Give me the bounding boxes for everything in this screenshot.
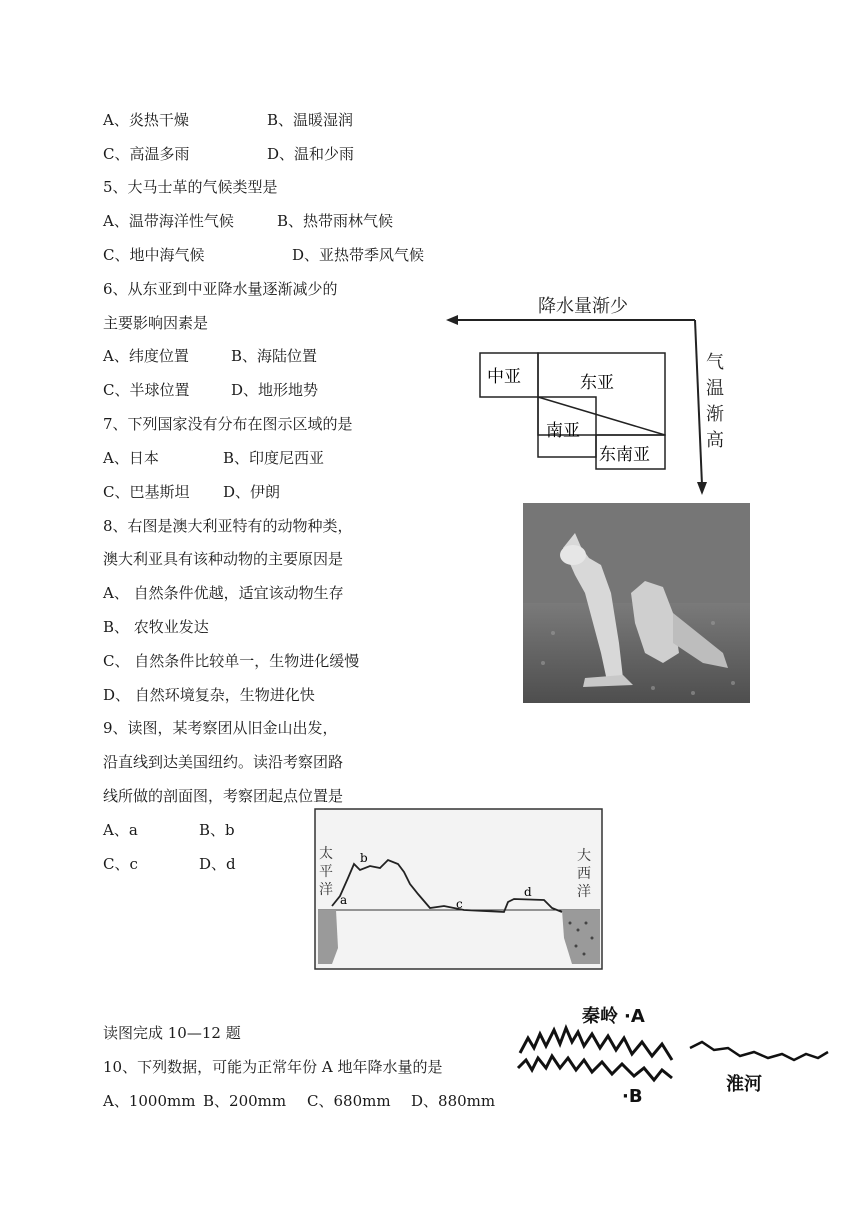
q6-stem-1: 6、从东亚到中亚降水量逐渐减少的 bbox=[103, 280, 338, 298]
q10-options-row bbox=[103, 1091, 495, 1111]
q7-option-c: C、巴基斯坦 bbox=[103, 483, 190, 501]
q10-stem: 10、下列数据，可能为正常年份 A 地年降水量的是 bbox=[103, 1058, 443, 1076]
q5-stem: 5、大马士革的气候类型是 bbox=[103, 178, 278, 196]
q9-option-c: C、c bbox=[103, 855, 138, 873]
profile-frame bbox=[315, 809, 602, 969]
q5-options-row1 bbox=[103, 211, 393, 231]
temp-arrow-head bbox=[697, 482, 707, 495]
q5-option-c: C、地中海气候 bbox=[103, 246, 205, 264]
q9-option-b: B、b bbox=[199, 821, 235, 839]
precip-arrow-head bbox=[446, 315, 458, 325]
region-central-asia: 中亚 bbox=[487, 367, 521, 387]
kangaroo-illustration bbox=[523, 503, 750, 703]
q5-options-row2 bbox=[103, 245, 424, 265]
q8-option-b: B、 农牧业发达 bbox=[103, 618, 209, 636]
point-a: a bbox=[340, 893, 348, 907]
q6-options-row2 bbox=[103, 380, 318, 400]
q4-options-row1 bbox=[103, 110, 353, 130]
q7-options-row2 bbox=[103, 482, 280, 502]
q8-stem-1: 8、右图是澳大利亚特有的动物种类， bbox=[103, 517, 353, 535]
point-d: d bbox=[524, 885, 532, 899]
q7-option-d: D、伊朗 bbox=[223, 483, 281, 501]
q4-option-c: C、高温多雨 bbox=[103, 145, 190, 163]
q10-option-c: C、680mm bbox=[307, 1092, 391, 1110]
q6-option-d: D、地形地势 bbox=[231, 381, 319, 399]
precip-arrow-label: 降水量渐少 bbox=[538, 296, 628, 317]
qinling-huaihe-map bbox=[512, 998, 832, 1110]
q5-option-d: D、亚热带季风气候 bbox=[292, 246, 425, 264]
q6-stem-2: 主要影响因素是 bbox=[103, 314, 209, 332]
q5-option-a: A、温带海洋性气候 bbox=[103, 212, 234, 230]
q9-stem-1: 9、读图，某考察团从旧金山出发， bbox=[103, 719, 338, 737]
q4-option-a: A、炎热干燥 bbox=[103, 111, 189, 129]
q7-option-b: B、印度尼西亚 bbox=[223, 449, 325, 467]
point-b-label: ·B bbox=[622, 1086, 643, 1107]
q4-option-d: D、温和少雨 bbox=[267, 145, 355, 163]
kangaroo-photo bbox=[523, 503, 750, 703]
q5-option-b: B、热带雨林气候 bbox=[277, 212, 394, 230]
q7-option-a: A、日本 bbox=[103, 449, 159, 467]
point-c: c bbox=[456, 897, 463, 911]
qinling-mountains bbox=[520, 1028, 672, 1060]
q10-option-b: B、200mm bbox=[203, 1092, 287, 1110]
region-south-asia: 南亚 bbox=[546, 421, 580, 441]
q9-options-row2 bbox=[103, 854, 236, 874]
temp-arrow-line bbox=[695, 320, 702, 485]
region-southeast-asia: 东南亚 bbox=[599, 445, 650, 465]
q6-option-c: C、半球位置 bbox=[103, 381, 190, 399]
q6-options-row1 bbox=[103, 346, 317, 366]
q9-option-d: D、d bbox=[199, 855, 236, 873]
section-heading: 读图完成 10—12 题 bbox=[103, 1024, 241, 1042]
atlantic-label: 大 西 洋 bbox=[577, 848, 591, 900]
qinling-ridge-lower bbox=[518, 1056, 672, 1080]
region-east-asia: 东亚 bbox=[580, 373, 614, 393]
point-a-label: ·A bbox=[624, 1006, 645, 1027]
point-b: b bbox=[360, 851, 368, 865]
q7-options-row1 bbox=[103, 448, 324, 468]
q9-option-a: A、a bbox=[103, 821, 138, 839]
huaihe-label: 淮河 bbox=[726, 1074, 762, 1095]
q9-options-row1 bbox=[103, 820, 235, 840]
us-profile-diagram bbox=[314, 808, 604, 972]
q10-option-d: D、880mm bbox=[411, 1092, 496, 1110]
temp-arrow-label: 气 温 渐 高 bbox=[706, 352, 724, 451]
pacific-label: 太 平 洋 bbox=[319, 846, 333, 898]
q9-stem-2: 沿直线到达美国纽约。读沿考察团路 bbox=[103, 753, 344, 771]
q8-option-c: C、 自然条件比较单一，生物进化缓慢 bbox=[103, 652, 360, 670]
q10-option-a: A、1000mm bbox=[103, 1092, 196, 1110]
q8-stem-2: 澳大利亚具有该种动物的主要原因是 bbox=[103, 550, 344, 568]
q4-options-row2 bbox=[103, 144, 354, 164]
asia-regions-diagram bbox=[440, 290, 740, 500]
q6-option-a: A、纬度位置 bbox=[103, 347, 189, 365]
q4-option-b: B、温暖湿润 bbox=[267, 111, 354, 129]
q6-option-b: B、海陆位置 bbox=[231, 347, 318, 365]
q8-option-a: A、 自然条件优越，适宜该动物生存 bbox=[103, 584, 344, 602]
qinling-label: 秦岭 bbox=[582, 1006, 618, 1027]
q9-stem-3: 线所做的剖面图，考察团起点位置是 bbox=[103, 787, 344, 805]
pacific-ocean-fill bbox=[318, 910, 338, 964]
q7-stem: 7、下列国家没有分布在图示区域的是 bbox=[103, 415, 353, 433]
huaihe-river bbox=[690, 1042, 828, 1060]
q8-option-d: D、 自然环境复杂，生物进化快 bbox=[103, 686, 315, 704]
